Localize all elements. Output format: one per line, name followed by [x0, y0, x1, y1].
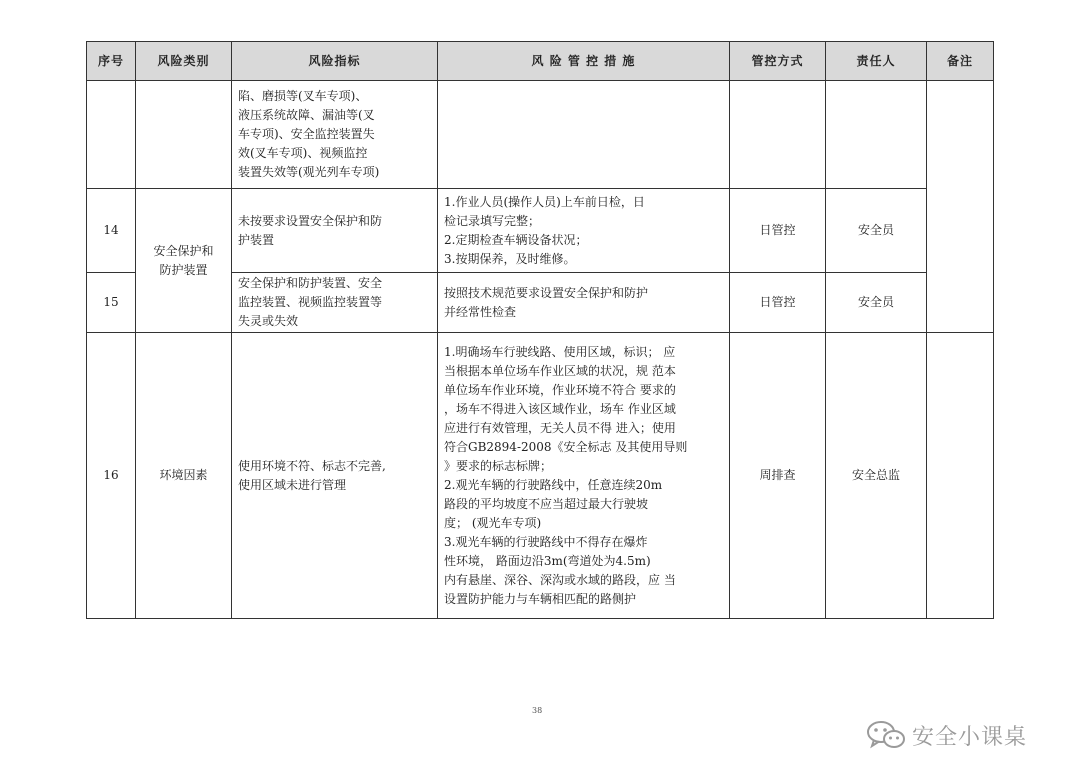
cell-no: 15 — [87, 273, 136, 333]
table-row-14 — [87, 189, 994, 273]
header-person: 责任人 — [826, 42, 927, 81]
cell-indicator-continued — [232, 81, 438, 189]
wechat-icon — [866, 720, 906, 750]
text-line: 当根据本单位场车作业区域的状况，规 范本 — [444, 363, 676, 378]
header-method: 管控方式 — [730, 42, 826, 81]
text-line: 2.定期检查车辆设备状况； — [444, 232, 588, 247]
cell-measures — [438, 189, 730, 273]
text-line: 装置失效等(观光列车专项) — [238, 165, 380, 179]
text-line: 监控装置、视频监控装置等 — [238, 295, 383, 309]
text-line: 未按要求设置安全保护和防 — [238, 213, 383, 228]
text-line: 液压系统故障、漏油等(叉 — [238, 108, 375, 122]
header-category: 风险类别 — [136, 42, 232, 81]
watermark — [866, 718, 1027, 752]
watermark-text: 安全小课桌 — [912, 724, 1028, 750]
cell-method: 周排查 — [730, 333, 826, 619]
cell-measures — [438, 273, 730, 333]
page-number: 38 — [532, 706, 543, 715]
cell-no-continued — [87, 81, 136, 189]
cell-category-merged — [136, 189, 232, 333]
text-line: 失灵或失效 — [238, 314, 299, 328]
text-line: 按照技术规范要求设置安全保护和防护 — [444, 285, 649, 300]
cell-method: 日管控 — [730, 189, 826, 273]
text-line: 防护装置 — [159, 262, 208, 277]
risk-control-table — [86, 41, 994, 619]
text-line: 性环境， 路面边沿3m(弯道处为4.5m) — [444, 553, 651, 568]
header-remark: 备注 — [927, 42, 994, 81]
text-line: 使用区域未进行管理 — [238, 477, 347, 492]
text-line: 单位场车作业环境，作业环境不符合 要求的 — [444, 382, 676, 397]
text-line: 设置防护能力与车辆相匹配的路侧护 — [444, 591, 637, 606]
cell-category: 环境因素 — [136, 333, 232, 619]
text-line: 陷、磨损等(叉车专项)、 — [238, 89, 368, 103]
table-row-continued — [87, 81, 994, 189]
cell-person: 安全员 — [826, 273, 927, 333]
cell-method: 日管控 — [730, 273, 826, 333]
text-line: 效(叉车专项)、视频监控 — [238, 146, 368, 160]
text-line: 护装置 — [238, 232, 275, 247]
text-line: 车专项)、安全监控装置失 — [238, 127, 375, 141]
cell-method-continued — [730, 81, 826, 189]
text-line: 3.按期保养，及时维修。 — [444, 251, 576, 266]
text-line: 1.作业人员(操作人员)上车前日检，日 — [444, 194, 645, 209]
text-line: 符合GB2894-2008《安全标志 及其使用导则 — [444, 439, 688, 454]
cell-person: 安全总监 — [826, 333, 927, 619]
cell-no: 14 — [87, 189, 136, 273]
cell-no: 16 — [87, 333, 136, 619]
header-indicator: 风险指标 — [232, 42, 438, 81]
header-row — [87, 42, 994, 81]
cell-indicator — [232, 273, 438, 333]
cell-remark — [927, 333, 994, 619]
text-line: 安全保护和 — [153, 243, 214, 258]
cell-indicator — [232, 333, 438, 619]
cell-remark-merged — [927, 81, 994, 333]
text-line: 检记录填写完整； — [444, 213, 541, 228]
text-line: 》要求的标志标牌； — [444, 458, 553, 473]
text-line: 2.观光车辆的行驶路线中，任意连续20m — [444, 477, 663, 492]
text-line: 度； (观光车专项) — [444, 515, 542, 530]
text-line: 使用环境不符、标志不完善, — [238, 458, 386, 473]
table-row-16 — [87, 333, 994, 619]
header-measures: 风 险 管 控 措 施 — [438, 42, 730, 81]
cell-indicator — [232, 189, 438, 273]
cell-person: 安全员 — [826, 189, 927, 273]
text-line: 路段的平均坡度不应当超过最大行驶坡 — [444, 496, 649, 511]
text-line: ，场车不得进入该区域作业，场车 作业区域 — [444, 401, 676, 416]
cell-measures-continued — [438, 81, 730, 189]
text-line: 并经常性检查 — [444, 304, 517, 319]
text-line: 内有悬崖、深谷、深沟或水域的路段，应 当 — [444, 572, 676, 587]
cell-person-continued — [826, 81, 927, 189]
text-line: 1.明确场车行驶线路、使用区域，标识； 应 — [444, 344, 676, 359]
cell-category-continued — [136, 81, 232, 189]
text-line: 安全保护和防护装置、安全 — [238, 276, 383, 290]
text-line: 应进行有效管理，无关人员不得 进入；使用 — [444, 420, 676, 435]
text-line: 3.观光车辆的行驶路线中不得存在爆炸 — [444, 534, 648, 549]
header-no: 序号 — [87, 42, 136, 81]
cell-measures — [438, 333, 730, 619]
